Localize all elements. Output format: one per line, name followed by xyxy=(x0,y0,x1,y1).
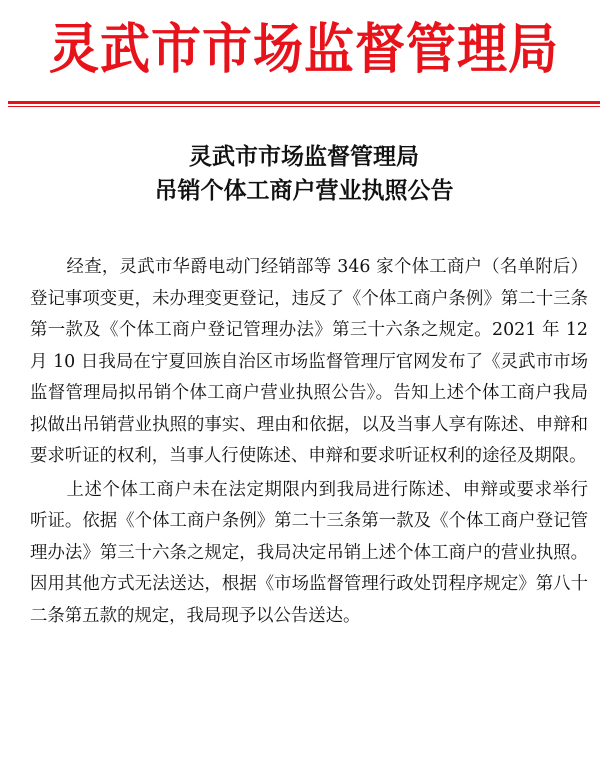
notice-title-line1: 灵武市市场监督管理局 xyxy=(189,143,419,170)
body-paragraph-1: 经查，灵武市华爵电动门经销部等 346 家个体工商户（名单附后）登记事项变更，未办理变更登记，违反了《个体工商户条例》第二十三条第一款及《个体工商户登记管理办法》第三十六条之规定。2021 年 12 月 10 日我局在宁夏回族自治区市场监督管理厅官网发布了《灵武市市场监督管理局拟吊销个体工商户营业执照公告》。告知上述个体工商户我局拟做出吊销营业执照的事实、理由和依据，以及当事人享有陈述、申辩和要求听证的权利，当事人行使陈述、申辩和要求听证权利的途径及期限。 xyxy=(30,257,588,466)
masthead-divider-thin xyxy=(8,106,600,107)
notice-title-line2: 吊销个体工商户营业执照公告 xyxy=(154,177,454,204)
notice-body xyxy=(30,252,588,632)
body-paragraph-2: 上述个体工商户未在法定期限内到我局进行陈述、申辩或要求举行听证。依据《个体工商户条例》第二十三条第一款及《个体工商户登记管理办法》第三十六条之规定，我局决定吊销上述个体工商户的营业执照。因用其他方式无法送达，根据《市场监督管理行政处罚程序规定》第八十二条第五款的规定，我局现予以公告送达。 xyxy=(30,479,588,626)
masthead-title: 灵武市市场监督管理局 xyxy=(49,16,559,81)
masthead-divider-thick xyxy=(8,101,600,104)
